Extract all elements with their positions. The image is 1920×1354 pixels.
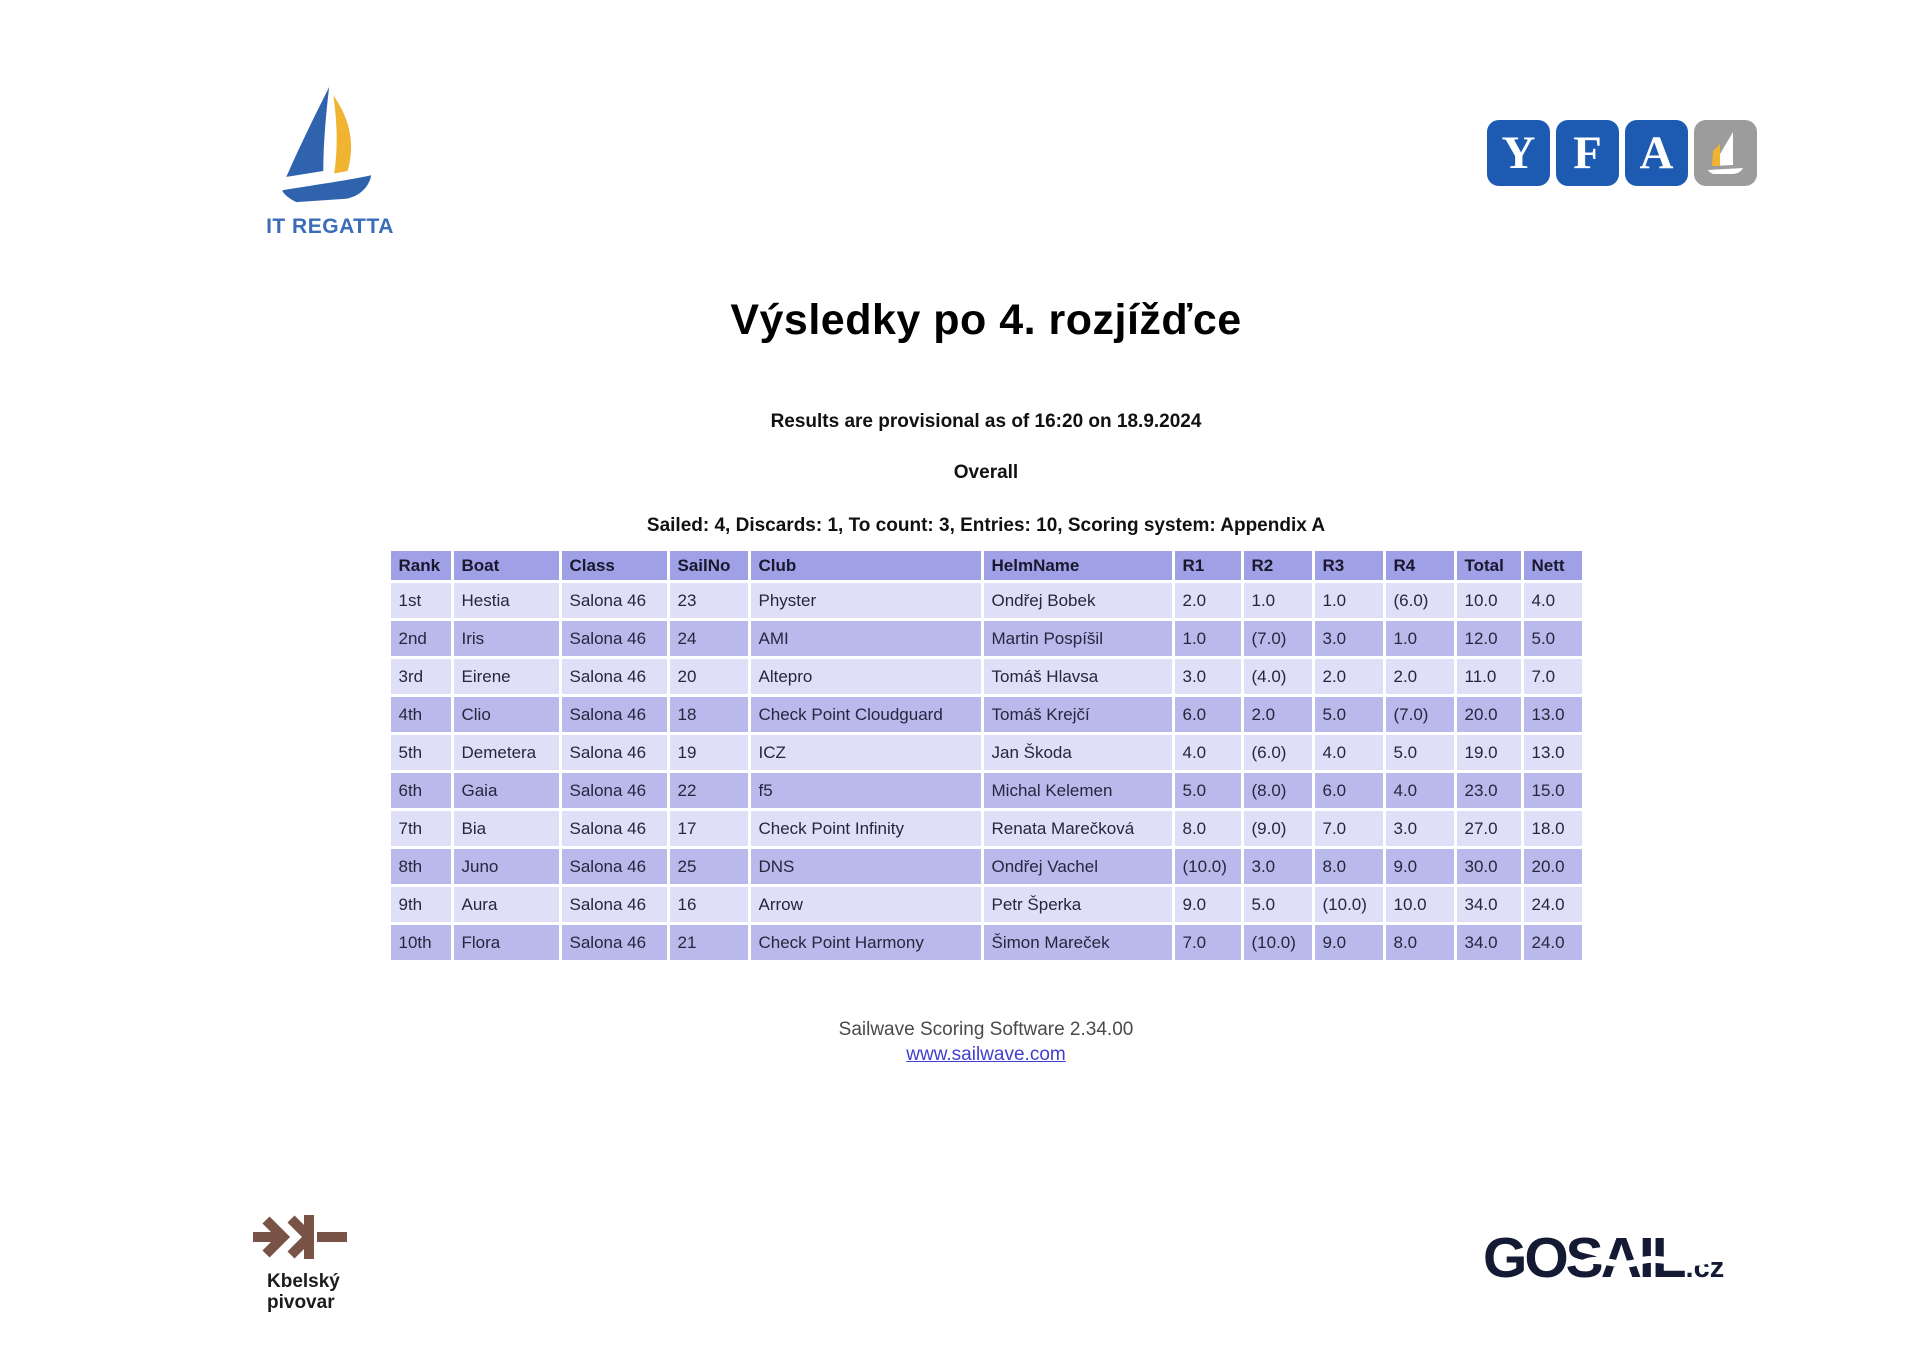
table-cell: 34.0 — [1457, 925, 1521, 960]
sailwave-link-line — [380, 1044, 1592, 1066]
table-cell: 7.0 — [1315, 811, 1383, 846]
table-cell: 3.0 — [1175, 659, 1241, 694]
table-row — [391, 773, 1582, 808]
column-header: R1 — [1175, 551, 1241, 580]
section-title: Overall — [953, 462, 1019, 484]
table-row — [391, 621, 1582, 656]
table-cell: 8.0 — [1175, 811, 1241, 846]
table-cell: Petr Šperka — [984, 887, 1172, 922]
table-cell: Iris — [454, 621, 559, 656]
table-cell: (9.0) — [1244, 811, 1312, 846]
table-cell: 5.0 — [1244, 887, 1312, 922]
table-cell: 11.0 — [1457, 659, 1521, 694]
table-cell: Šimon Mareček — [984, 925, 1172, 960]
table-cell: Check Point Cloudguard — [751, 697, 981, 732]
table-cell: 4.0 — [1386, 773, 1454, 808]
table-cell: Salona 46 — [562, 697, 667, 732]
table-cell: 4th — [391, 697, 451, 732]
table-cell: (10.0) — [1244, 925, 1312, 960]
table-cell: 8th — [391, 849, 451, 884]
table-row — [391, 811, 1582, 846]
yfa-letter-f: F — [1556, 120, 1619, 186]
table-cell: 9th — [391, 887, 451, 922]
table-row — [391, 735, 1582, 770]
table-row — [391, 925, 1582, 960]
table-cell: Salona 46 — [562, 659, 667, 694]
table-cell: (10.0) — [1175, 849, 1241, 884]
table-cell: 2.0 — [1175, 583, 1241, 618]
column-header: HelmName — [984, 551, 1172, 580]
table-cell: Renata Marečková — [984, 811, 1172, 846]
table-cell: 20.0 — [1457, 697, 1521, 732]
table-cell: 34.0 — [1457, 887, 1521, 922]
table-cell: 22 — [670, 773, 748, 808]
table-cell: 20.0 — [1524, 849, 1582, 884]
table-cell: 2nd — [391, 621, 451, 656]
table-cell: 8.0 — [1386, 925, 1454, 960]
kbelsky-label-line1: Kbelský — [267, 1271, 340, 1292]
table-cell: 6th — [391, 773, 451, 808]
table-cell: (6.0) — [1386, 583, 1454, 618]
column-header: R2 — [1244, 551, 1312, 580]
table-cell: 7.0 — [1524, 659, 1582, 694]
table-cell: 1.0 — [1386, 621, 1454, 656]
table-cell: Eirene — [454, 659, 559, 694]
table-cell: Physter — [751, 583, 981, 618]
table-cell: 10.0 — [1386, 887, 1454, 922]
sailwave-credit: Sailwave Scoring Software 2.34.00 — [838, 1019, 1134, 1041]
table-cell: Hestia — [454, 583, 559, 618]
table-cell: 5th — [391, 735, 451, 770]
table-cell: AMI — [751, 621, 981, 656]
column-header: Club — [751, 551, 981, 580]
table-cell: 2.0 — [1315, 659, 1383, 694]
column-header: R4 — [1386, 551, 1454, 580]
table-cell: 3.0 — [1315, 621, 1383, 656]
table-cell: Aura — [454, 887, 559, 922]
yfa-sailboat-icon — [1694, 120, 1757, 186]
table-cell: 1st — [391, 583, 451, 618]
kbelsky-label — [267, 1271, 403, 1313]
table-cell: Juno — [454, 849, 559, 884]
table-cell: 6.0 — [1175, 697, 1241, 732]
table-cell: 10th — [391, 925, 451, 960]
table-cell: Demetera — [454, 735, 559, 770]
kbelsky-pivovar-logo — [253, 1213, 403, 1313]
table-row — [391, 887, 1582, 922]
table-cell: 23 — [670, 583, 748, 618]
table-row — [391, 697, 1582, 732]
kbelsky-label-line2: pivovar — [267, 1292, 335, 1313]
yfa-letter-a: A — [1625, 120, 1688, 186]
table-cell: DNS — [751, 849, 981, 884]
table-cell: 4.0 — [1524, 583, 1582, 618]
table-cell: Salona 46 — [562, 773, 667, 808]
table-cell: 5.0 — [1175, 773, 1241, 808]
sailboat-icon — [266, 82, 394, 208]
table-cell: Check Point Infinity — [751, 811, 981, 846]
content-column — [380, 0, 1592, 1066]
table-cell: Salona 46 — [562, 621, 667, 656]
table-cell: 24 — [670, 621, 748, 656]
header-row — [391, 551, 1582, 580]
sailwave-link[interactable]: www.sailwave.com — [906, 1044, 1066, 1066]
gosail-logo — [1483, 1226, 1725, 1290]
table-row — [391, 583, 1582, 618]
provisional-note: Results are provisional as of 16:20 on 18.9.2024 — [770, 411, 1202, 433]
table-cell: 6.0 — [1315, 773, 1383, 808]
column-header: Total — [1457, 551, 1521, 580]
it-regatta-label: IT REGATTA — [266, 215, 394, 238]
table-cell: 19 — [670, 735, 748, 770]
table-cell: 1.0 — [1244, 583, 1312, 618]
column-header: SailNo — [670, 551, 748, 580]
table-cell: Bia — [454, 811, 559, 846]
table-cell: Gaia — [454, 773, 559, 808]
table-cell: 27.0 — [1457, 811, 1521, 846]
results-table — [388, 548, 1585, 963]
table-cell: 8.0 — [1315, 849, 1383, 884]
table-cell: 7.0 — [1175, 925, 1241, 960]
table-cell: 19.0 — [1457, 735, 1521, 770]
table-cell: Ondřej Bobek — [984, 583, 1172, 618]
table-cell: (8.0) — [1244, 773, 1312, 808]
table-cell: Salona 46 — [562, 735, 667, 770]
table-cell: Salona 46 — [562, 811, 667, 846]
column-header: Rank — [391, 551, 451, 580]
table-cell: 5.0 — [1524, 621, 1582, 656]
table-cell: Ondřej Vachel — [984, 849, 1172, 884]
table-cell: 3.0 — [1386, 811, 1454, 846]
gosail-wordmark: GOSAIL — [1483, 1230, 1684, 1287]
table-row — [391, 659, 1582, 694]
table-cell: 24.0 — [1524, 925, 1582, 960]
table-cell: 3.0 — [1244, 849, 1312, 884]
column-header: Boat — [454, 551, 559, 580]
table-cell: Altepro — [751, 659, 981, 694]
results-body — [391, 583, 1582, 960]
table-cell: 13.0 — [1524, 697, 1582, 732]
table-cell: 24.0 — [1524, 887, 1582, 922]
table-cell: (7.0) — [1386, 697, 1454, 732]
table-cell: 13.0 — [1524, 735, 1582, 770]
table-cell: (7.0) — [1244, 621, 1312, 656]
page-title: Výsledky po 4. rozjížďce — [730, 296, 1242, 344]
table-cell: 9.0 — [1315, 925, 1383, 960]
kbelsky-arrow-icon — [253, 1213, 349, 1261]
table-cell: 3rd — [391, 659, 451, 694]
table-cell: (6.0) — [1244, 735, 1312, 770]
table-cell: Salona 46 — [562, 925, 667, 960]
table-cell: 4.0 — [1175, 735, 1241, 770]
table-cell: Check Point Harmony — [751, 925, 981, 960]
table-cell: 17 — [670, 811, 748, 846]
table-cell: Jan Škoda — [984, 735, 1172, 770]
series-summary: Sailed: 4, Discards: 1, To count: 3, Entries: 10, Scoring system: Appendix A — [646, 515, 1326, 537]
yfa-letter-y: Y — [1487, 120, 1550, 186]
table-cell: Tomáš Hlavsa — [984, 659, 1172, 694]
table-cell: Martin Pospíšil — [984, 621, 1172, 656]
column-header: Class — [562, 551, 667, 580]
table-cell: 9.0 — [1175, 887, 1241, 922]
table-cell: (4.0) — [1244, 659, 1312, 694]
table-cell: 15.0 — [1524, 773, 1582, 808]
table-cell: 5.0 — [1315, 697, 1383, 732]
table-cell: (10.0) — [1315, 887, 1383, 922]
table-row — [391, 849, 1582, 884]
column-header: Nett — [1524, 551, 1582, 580]
table-cell: 2.0 — [1244, 697, 1312, 732]
table-cell: ICZ — [751, 735, 981, 770]
table-cell: 16 — [670, 887, 748, 922]
table-cell: Salona 46 — [562, 887, 667, 922]
table-cell: 21 — [670, 925, 748, 960]
table-cell: 7th — [391, 811, 451, 846]
table-cell: 5.0 — [1386, 735, 1454, 770]
table-cell: 18.0 — [1524, 811, 1582, 846]
table-cell: 1.0 — [1175, 621, 1241, 656]
table-cell: Arrow — [751, 887, 981, 922]
table-cell: Salona 46 — [562, 849, 667, 884]
table-cell: 20 — [670, 659, 748, 694]
table-cell: Clio — [454, 697, 559, 732]
table-cell: f5 — [751, 773, 981, 808]
table-cell: 4.0 — [1315, 735, 1383, 770]
table-cell: Salona 46 — [562, 583, 667, 618]
column-header: R3 — [1315, 551, 1383, 580]
table-cell: 25 — [670, 849, 748, 884]
table-cell: 12.0 — [1457, 621, 1521, 656]
table-cell: 23.0 — [1457, 773, 1521, 808]
gosail-cz-suffix: .cz — [1685, 1252, 1725, 1284]
table-cell: 30.0 — [1457, 849, 1521, 884]
table-cell: 18 — [670, 697, 748, 732]
table-cell: 1.0 — [1315, 583, 1383, 618]
table-cell: Tomáš Krejčí — [984, 697, 1172, 732]
table-cell: 10.0 — [1457, 583, 1521, 618]
table-cell: Michal Kelemen — [984, 773, 1172, 808]
table-cell: 2.0 — [1386, 659, 1454, 694]
table-cell: Flora — [454, 925, 559, 960]
table-cell: 9.0 — [1386, 849, 1454, 884]
